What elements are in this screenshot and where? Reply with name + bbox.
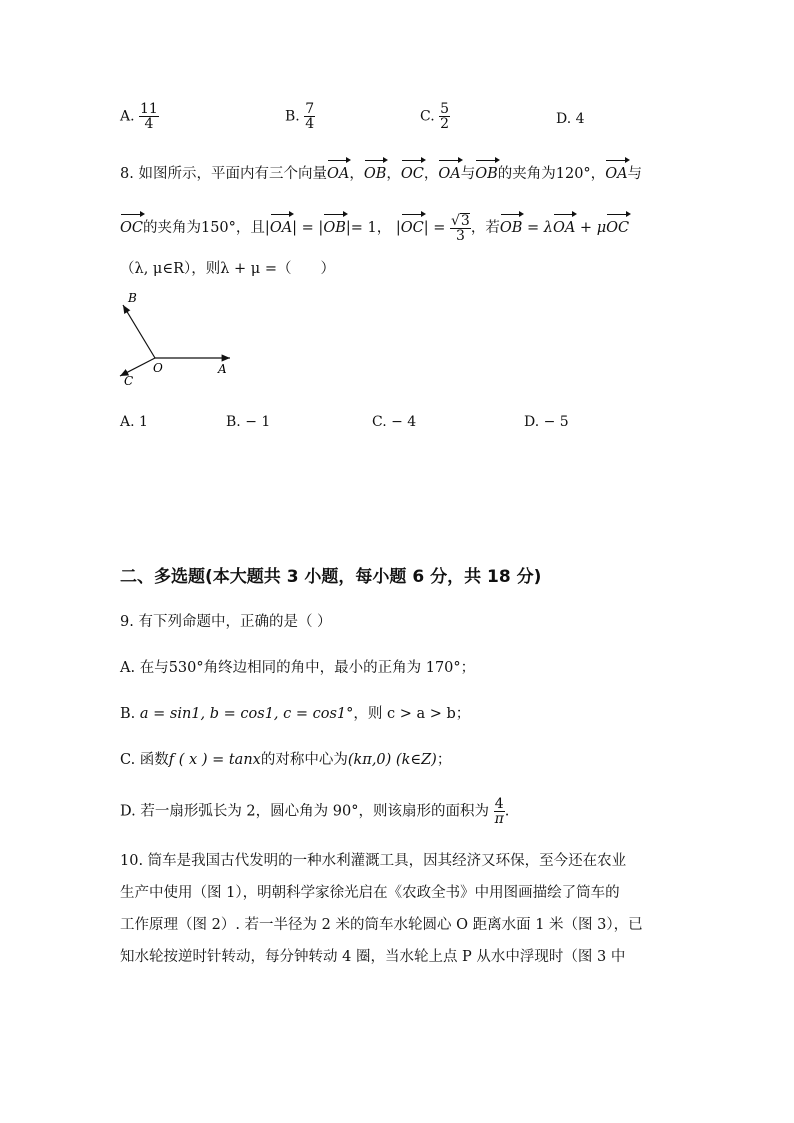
q7-option-c [420,102,450,131]
section-heading: 二、多选题(本大题共 3 小题，每小题 6 分，共 18 分) [120,567,542,587]
q7-option-a-fraction: $\frac{11}{4}$ [140,101,158,132]
q7-option-b-fraction: $\frac{7}{4}$ [305,101,315,132]
label-a: A [218,362,227,376]
label-c: C [124,374,134,388]
q8-option-b: B. − 1 [226,414,271,430]
q7-option-c-label: C. [420,108,435,125]
q8-option-d: D. − 5 [524,414,569,430]
vector-ob [123,305,155,358]
q9-option-d: D. 若一扇形弧长为 2，圆心角为 90°，则该扇形的面积为 $\frac{4}{\pi}$ . [120,796,510,827]
q9-stem: 9. 有下列命题中，正确的是（ ） [120,614,332,630]
q9-option-a: A. 在与530°角终边相同的角中，最小的正角为 170°； [120,660,476,676]
q9-option-c: C. 函数f ( x ) = tanx的对称中心为(kπ,0) (k∈Z)； [120,752,452,768]
q10-line-4: 知水轮按逆时针转动，每分钟转动 4 圈，当水轮上点 P 从水中浮现时（图 3 中 [120,949,626,965]
label-o: O [153,361,163,375]
q10-line-2: 生产中使用（图 1），明朝科学家徐光启在《农政全书》中用图画描绘了筒车的 [120,885,620,901]
q8-line-2: OC的夹角为150°，且|OA| = |OB|= 1， |OC| = $\frac{√3}{3}$ ，若OB = λOA + μOC [120,213,630,244]
q8-option-c: C. − 4 [372,414,417,430]
q9-option-b: B. a = sin1, b = cos1, c = cos1°，则 c > a > b； [120,706,471,722]
q8-sqrt3-over-3: $\frac{√3}{3}$ [450,213,470,244]
q8-line-1: 8. 如图所示，平面内有三个向量OA，OB，OC，OA与OB的夹角为120°，OA与 [120,161,642,188]
q7-option-a [120,102,159,131]
q10-line-3: 工作原理（图 2）. 若一半径为 2 米的筒车水轮圆心 O 距离水面 1 米（图 3），已 [120,917,643,933]
q8-option-a: A. 1 [120,414,148,430]
q7-option-c-fraction: $\frac{5}{2}$ [440,101,450,132]
q8-vector-figure [110,288,240,388]
q7-option-b-label: B. [285,108,300,125]
q10-line-1: 10. 筒车是我国古代发明的一种水利灌溉工具，因其经济又环保，至今还在农业 [120,853,627,869]
q8-line-3: （λ, μ∈R），则λ + μ =（ ） [120,261,335,277]
q7-option-b [285,102,315,131]
q7-option-d: D. 4 [556,111,585,127]
q9-option-d-fraction: $\frac{4}{\pi}$ [494,796,504,827]
label-b: B [128,291,137,305]
q7-option-a-label: A. [120,108,135,125]
